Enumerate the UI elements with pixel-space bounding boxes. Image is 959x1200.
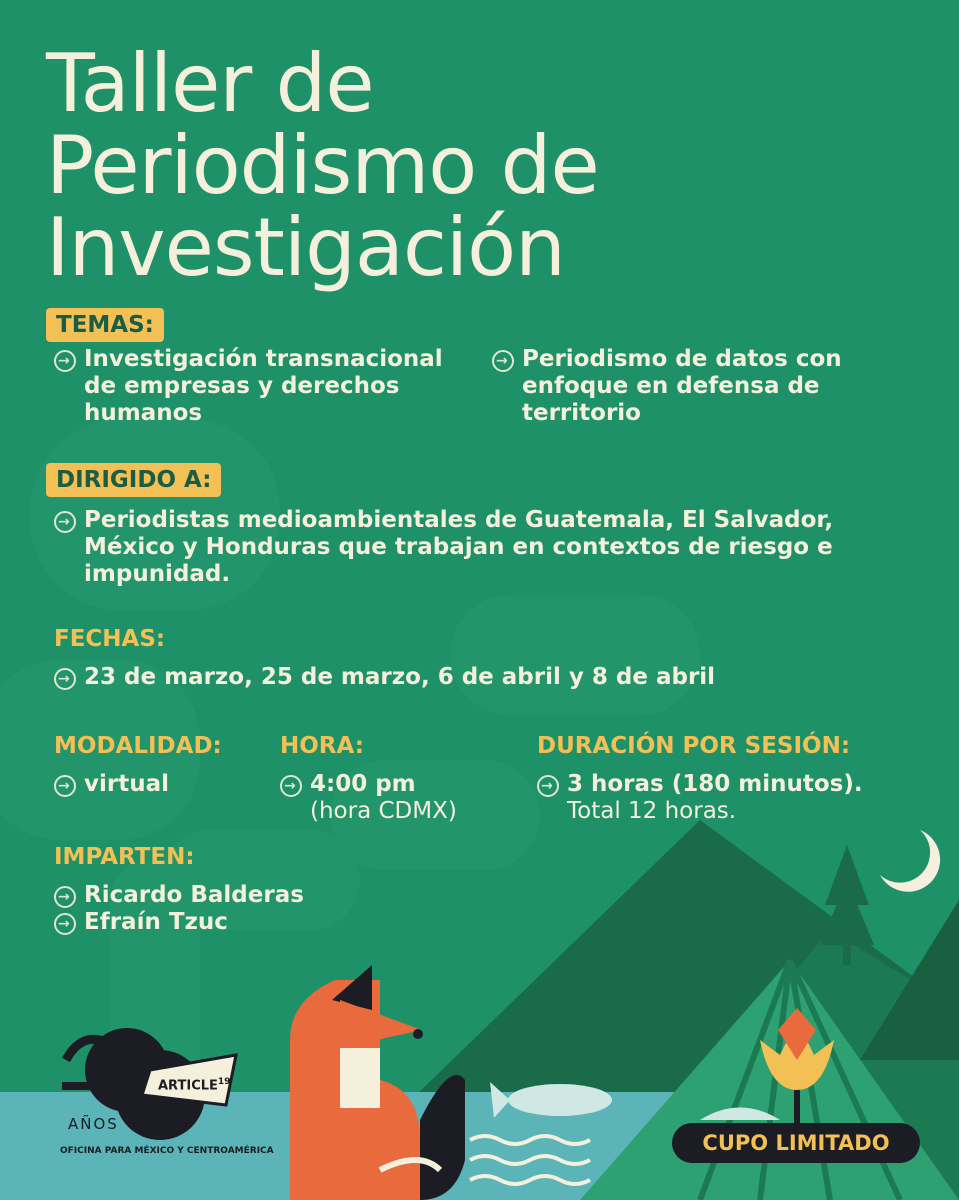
logo-brand-name: ARTICLE xyxy=(158,1078,218,1094)
tema-text: Investigación transnacional de empresas y derechos humanos xyxy=(84,346,443,426)
arrow-circle-icon xyxy=(54,913,76,935)
dirigido-text: Periodistas medioambientales de Guatemala, El Salvador, México y Honduras que trabajan en contextos de riesgo e impunidad. xyxy=(84,507,834,587)
modalidad-label: MODALIDAD: xyxy=(54,733,222,759)
hora-label: HORA: xyxy=(280,733,364,759)
fechas-text: 23 de marzo, 25 de marzo, 6 de abril y 8 de abril xyxy=(84,664,716,690)
temas-label: TEMAS: xyxy=(46,308,164,342)
imparten-label: IMPARTEN: xyxy=(54,844,195,870)
arrow-circle-icon xyxy=(54,511,76,533)
tema-item xyxy=(492,346,872,427)
dirigido-label: DIRIGIDO A: xyxy=(46,463,221,497)
fechas-label: FECHAS: xyxy=(54,626,166,652)
duracion-note: Total 12 horas. xyxy=(567,798,737,824)
presenter-item xyxy=(54,909,384,936)
tema-item xyxy=(54,346,464,427)
page-title-line-2: Periodismo de xyxy=(46,119,599,212)
duracion-item xyxy=(537,771,947,825)
fechas-item xyxy=(54,664,844,691)
hora-item xyxy=(280,771,550,825)
modalidad-item xyxy=(54,771,284,798)
logo-anos: AÑOS xyxy=(68,1115,119,1133)
page-title-line-1: Taller de xyxy=(46,37,374,130)
hora-note: (hora CDMX) xyxy=(310,798,457,824)
dirigido-item xyxy=(54,507,884,588)
arrow-circle-icon xyxy=(54,886,76,908)
presenter-item xyxy=(54,882,384,909)
hora-value: 4:00 pm xyxy=(310,771,416,797)
arrow-circle-icon xyxy=(280,775,302,797)
logo-office: OFICINA PARA MÉXICO Y CENTROAMÉRICA xyxy=(60,1146,274,1156)
duracion-value: 3 horas (180 minutos). xyxy=(567,771,863,797)
presenter-name: Ricardo Balderas xyxy=(84,882,304,908)
tema-text: Periodismo de datos con enfoque en defensa de territorio xyxy=(522,346,842,426)
presenter-name: Efraín Tzuc xyxy=(84,909,228,935)
arrow-circle-icon xyxy=(54,668,76,690)
page-title-line-3: Investigación xyxy=(46,201,565,294)
logo-brand xyxy=(158,1077,230,1093)
arrow-circle-icon xyxy=(492,350,514,372)
moon-icon xyxy=(880,830,940,892)
cupo-limitado-badge: CUPO LIMITADO xyxy=(672,1123,920,1163)
logo-brand-number: 19 xyxy=(217,1077,231,1087)
arrow-circle-icon xyxy=(537,775,559,797)
modalidad-value: virtual xyxy=(84,771,169,797)
arrow-circle-icon xyxy=(54,350,76,372)
arrow-circle-icon xyxy=(54,775,76,797)
duracion-label: DURACIÓN POR SESIÓN: xyxy=(537,733,851,759)
